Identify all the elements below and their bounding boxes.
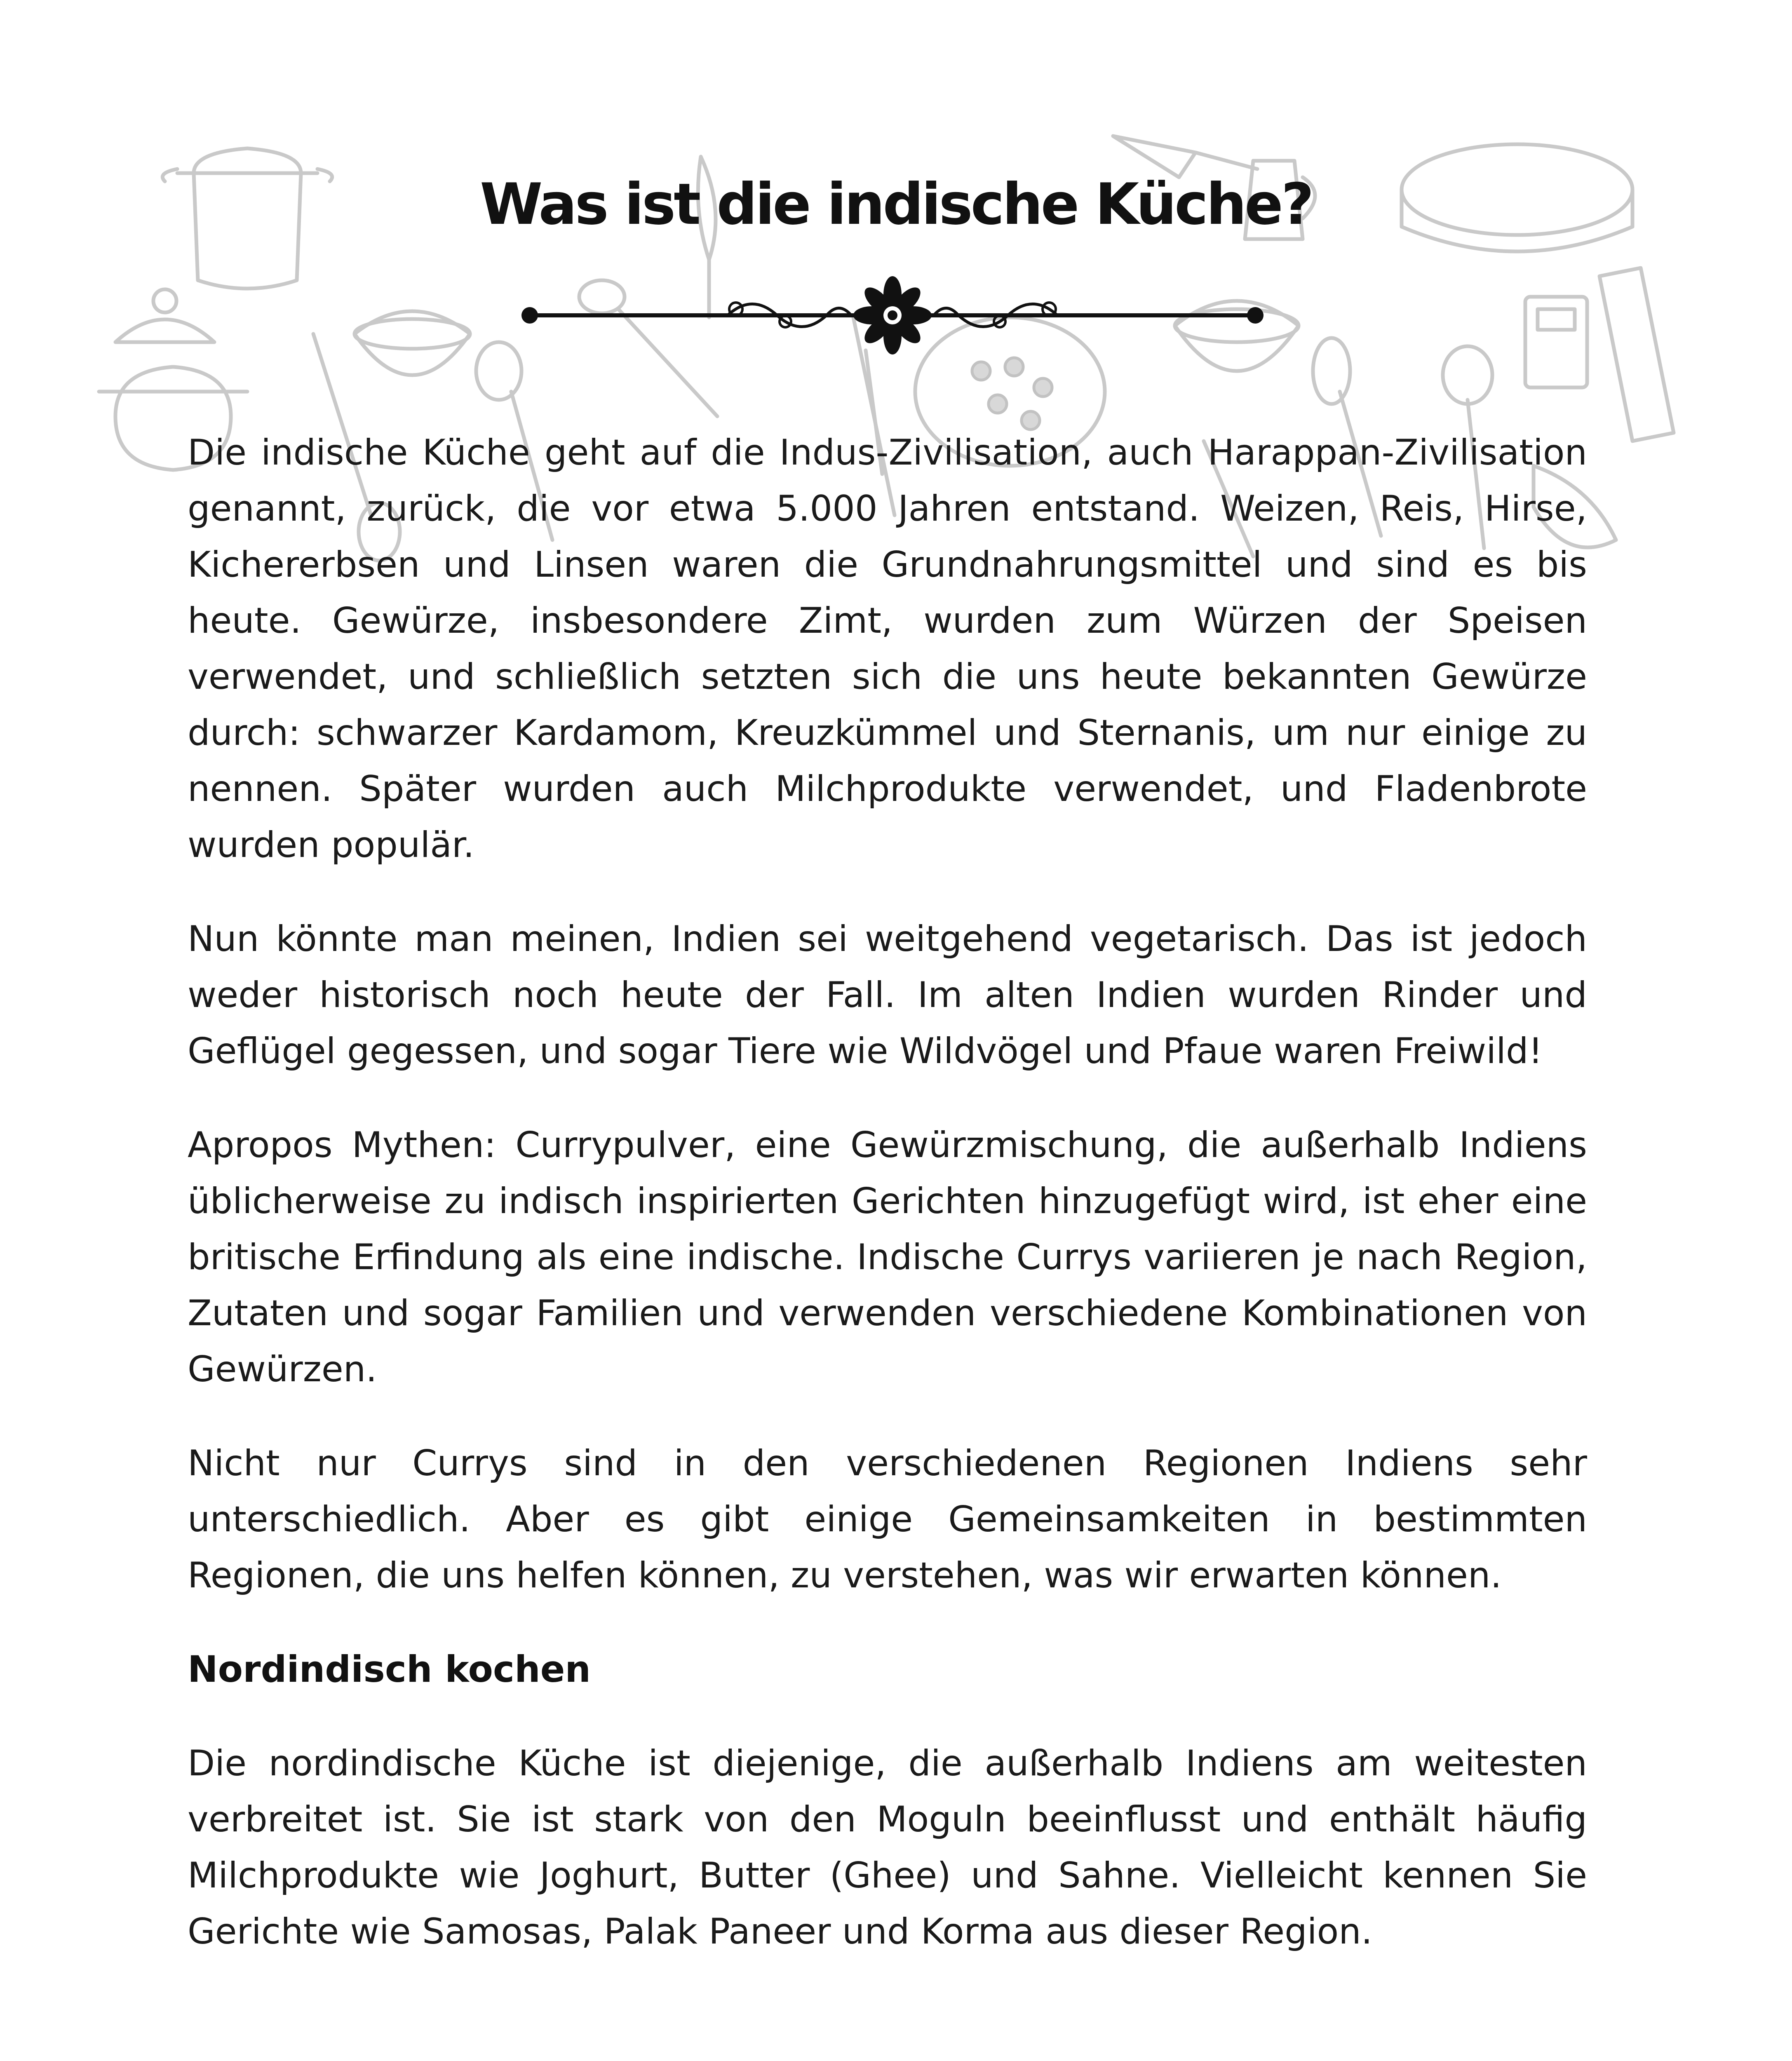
paragraph-1: Die indische Küche geht auf die Indus-Zivilisation, auch Harappan-Zivilisation genannt, zurück, die vor etwa 5.000 Jahren entstand. Weizen, Reis, Hirse, Kichererbsen und Linsen waren die Grundnahrungsmittel und sind es bis heute. Gewürze, insbesondere Zimt, wurden zum Würzen der Speisen verwendet, und schließlich setzten sich die uns heute bekannten Gewürze durch: schwarzer Kardamom, Kreuzkümmel und Sternanis, um nur einige zu nennen. Später wurden auch Milchprodukte verwendet, und Fladenbrote wurden populär. (188, 432, 1587, 866)
grater-icon (1599, 268, 1674, 441)
article-body (188, 425, 1587, 1998)
pot-lid-icon (115, 289, 214, 342)
title-divider (521, 276, 1264, 354)
section-paragraph: Die nordindische Küche ist diejenige, die außerhalb Indiens am weitesten verbreitet ist. Sie ist stark von den Moguln beeinflusst und enthält häufig Milchprodukte wie Joghurt, Butter (Ghee) und Sahne. Vielleicht kennen Sie Gerichte wie Samosas, Palak Paneer und Korma aus dieser Region. (188, 1743, 1587, 1952)
bowl-icon (355, 311, 470, 375)
page-title: Was ist die indische Küche? (480, 171, 1312, 237)
flower-ornament-icon (728, 276, 1057, 354)
kitchen-scale-icon (1525, 297, 1587, 387)
paragraph-2: Nun könnte man meinen, Indien sei weitgehend vegetarisch. Das ist jedoch weder historisch noch heute der Fall. Im alten Indien wurden Rinder und Geflügel gegessen, und sogar Tiere wie Wildvögel und Pfaue waren Freiwild! (188, 918, 1587, 1072)
section-heading: Nordindisch kochen (188, 1648, 591, 1690)
paragraph-4: Nicht nur Currys sind in den verschiedenen Regionen Indiens sehr unterschiedlich. Aber es gibt einige Gemeinsamkeiten in bestimmten Regionen, die uns helfen können, zu verstehen, was wir erwarten können. (188, 1443, 1587, 1596)
paragraph-3: Apropos Mythen: Currypulver, eine Gewürzmischung, die außerhalb Indiens üblicherweise zu indisch inspirierten Gerichten hinzugefügt wird, ist eher eine britische Erfindung als eine indische. Indische Currys variieren je nach Region, Zutaten und sogar Familien und verwenden verschiedene Kombinationen von Gewürzen. (188, 1124, 1587, 1390)
